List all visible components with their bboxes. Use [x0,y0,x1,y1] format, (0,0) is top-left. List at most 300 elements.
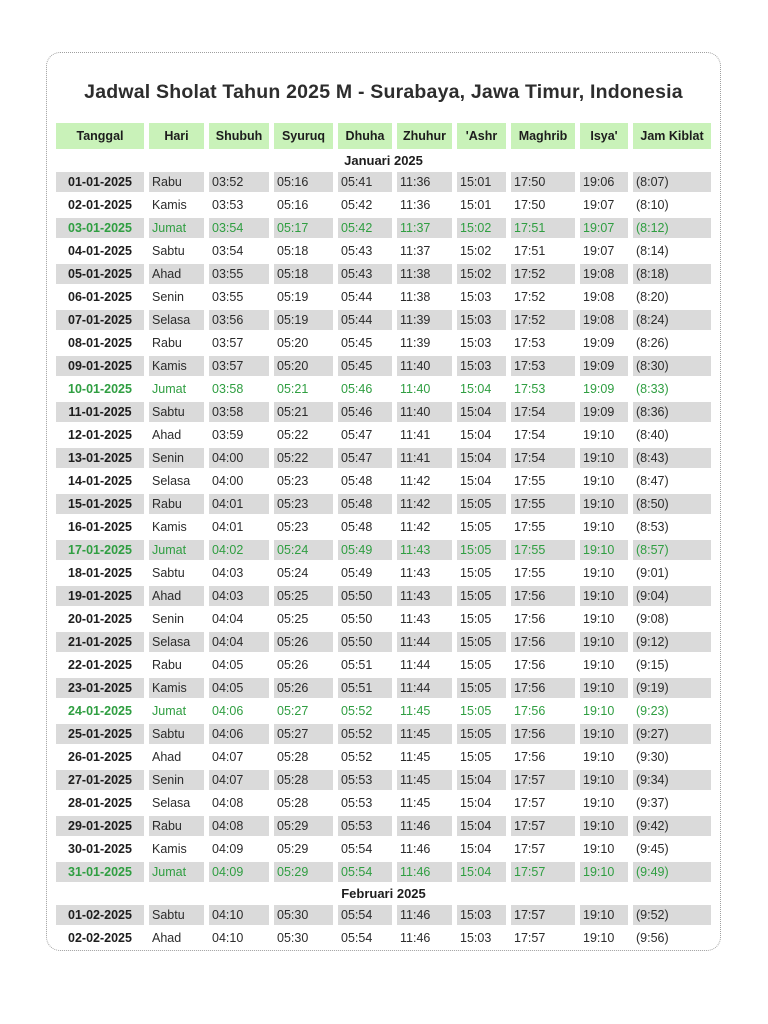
time-cell: 15:05 [457,632,506,652]
time-cell: 19:10 [580,540,628,560]
time-cell: 11:43 [397,586,452,606]
day-cell: Selasa [149,310,204,330]
month-label: Januari 2025 [56,152,711,169]
table-row [56,609,711,629]
time-cell: 19:08 [583,290,615,304]
time-cell: (8:36) [633,402,711,422]
time-cell: 04:06 [209,724,269,744]
table-row [56,839,711,859]
time-cell: 17:52 [511,264,575,284]
time-cell: 15:05 [460,704,492,718]
time-cell: 05:26 [274,632,333,652]
time-cell: (8:30) [633,356,711,376]
time-cell: (8:10) [636,198,669,212]
time-cell: 05:52 [341,750,373,764]
time-cell: 11:44 [397,678,452,698]
time-cell: 19:10 [583,428,615,442]
time-cell: 11:39 [397,310,452,330]
time-cell: 05:54 [341,931,373,945]
time-cell: 05:28 [277,796,309,810]
time-cell: 15:05 [460,658,492,672]
table-row [56,632,711,652]
day-cell: Rabu [149,816,204,836]
time-cell: 15:04 [457,402,506,422]
time-cell: 05:19 [277,290,309,304]
time-cell: (8:33) [636,382,669,396]
date-cell: 22-01-2025 [68,658,132,672]
date-cell: 01-02-2025 [56,905,144,925]
time-cell: 05:43 [338,264,392,284]
table-row [56,862,711,882]
time-cell: 15:03 [460,931,492,945]
time-cell: (8:50) [633,494,711,514]
time-cell: 05:24 [274,540,333,560]
time-cell: 05:22 [277,428,309,442]
date-cell: 02-01-2025 [68,198,132,212]
time-cell: (9:15) [636,658,669,672]
month-section-header [56,885,711,902]
column-header-syuruq: Syuruq [274,123,333,149]
time-cell: 15:04 [457,448,506,468]
time-cell: 04:04 [209,632,269,652]
table-row [56,905,711,925]
time-cell: 03:56 [209,310,269,330]
time-cell: 05:29 [274,862,333,882]
time-cell: 19:10 [580,678,628,698]
time-cell: (9:52) [633,905,711,925]
time-cell: 11:36 [397,172,452,192]
time-cell: 11:44 [400,658,431,672]
time-cell: 11:45 [400,796,431,810]
time-cell: 05:48 [341,474,373,488]
time-cell: 15:04 [460,474,492,488]
time-cell: (9:23) [636,704,669,718]
time-cell: 19:09 [583,336,615,350]
time-cell: 17:56 [514,750,546,764]
time-cell: 05:16 [277,198,309,212]
day-cell: Selasa [149,632,204,652]
column-header-ashr: 'Ashr [457,123,506,149]
day-cell: Sabtu [149,905,204,925]
time-cell: 11:43 [400,566,431,580]
time-cell: 04:05 [209,678,269,698]
date-cell: 31-01-2025 [56,862,144,882]
time-cell: 05:25 [277,612,309,626]
time-cell: 05:54 [338,905,392,925]
table-row [56,356,711,376]
time-cell: 17:53 [514,382,546,396]
time-cell: 17:55 [514,520,546,534]
date-cell: 17-01-2025 [56,540,144,560]
time-cell: 11:38 [397,264,452,284]
day-cell: Jumat [149,540,204,560]
time-cell: 17:51 [511,218,575,238]
time-cell: (9:56) [636,931,669,945]
time-cell: 17:57 [511,770,575,790]
date-cell: 23-01-2025 [56,678,144,698]
date-cell: 07-01-2025 [56,310,144,330]
day-cell: Sabtu [149,402,204,422]
time-cell: 03:57 [209,356,269,376]
time-cell: 19:10 [583,520,615,534]
table-row [56,287,711,307]
day-cell: Jumat [152,704,187,718]
day-cell: Ahad [149,264,204,284]
table-row [56,172,711,192]
table-row [56,310,711,330]
table-row [56,540,711,560]
time-cell: 15:05 [460,750,492,764]
time-cell: 19:10 [580,905,628,925]
day-cell: Rabu [152,658,182,672]
time-cell: 03:59 [212,428,244,442]
time-cell: (9:49) [633,862,711,882]
time-cell: 11:46 [400,842,431,856]
table-row [56,770,711,790]
time-cell: 17:56 [511,586,575,606]
day-cell: Rabu [152,336,182,350]
time-cell: 17:57 [511,905,575,925]
table-row [56,586,711,606]
time-cell: 05:28 [274,770,333,790]
day-cell: Senin [152,290,184,304]
time-cell: 15:04 [457,816,506,836]
month-section-header [56,152,711,169]
date-cell: 27-01-2025 [56,770,144,790]
time-cell: 03:58 [212,382,244,396]
time-cell: 05:30 [274,905,333,925]
time-cell: 11:40 [400,382,431,396]
time-cell: 19:08 [580,264,628,284]
time-cell: 17:56 [511,678,575,698]
time-cell: 19:10 [580,862,628,882]
day-cell: Kamis [152,520,187,534]
date-cell: 16-01-2025 [68,520,132,534]
date-cell: 25-01-2025 [56,724,144,744]
time-cell: 17:55 [514,566,546,580]
time-cell: 05:25 [274,586,333,606]
time-cell: 05:51 [341,658,373,672]
time-cell: 11:40 [397,356,452,376]
table-row [56,333,711,353]
day-cell: Ahad [152,428,182,442]
day-cell: Rabu [149,494,204,514]
time-cell: 15:01 [460,198,492,212]
time-cell: 05:29 [274,816,333,836]
day-cell: Jumat [152,382,187,396]
time-cell: 19:10 [580,586,628,606]
time-cell: 19:08 [580,310,628,330]
time-cell: 05:45 [341,336,373,350]
time-cell: 05:52 [338,724,392,744]
time-cell: 19:07 [580,218,628,238]
document-page [46,52,721,951]
day-cell: Jumat [149,862,204,882]
date-cell: 20-01-2025 [68,612,132,626]
time-cell: 05:44 [341,290,373,304]
time-cell: 04:10 [209,905,269,925]
table-row [56,747,711,767]
date-cell: 06-01-2025 [68,290,132,304]
time-cell: 17:50 [514,198,546,212]
table-row [56,563,711,583]
time-cell: 04:08 [209,816,269,836]
time-cell: (9:37) [636,796,669,810]
time-cell: 03:58 [209,402,269,422]
prayer-schedule-table [51,120,716,951]
table-row [56,517,711,537]
time-cell: 15:03 [457,310,506,330]
page-title: Jadwal Sholat Tahun 2025 M - Surabaya, Jawa Timur, Indonesia [84,81,683,103]
column-header-tanggal: Tanggal [56,123,144,149]
time-cell: 17:55 [511,494,575,514]
time-cell: 03:55 [209,264,269,284]
time-cell: 03:54 [212,244,244,258]
day-cell: Senin [149,448,204,468]
time-cell: 15:05 [460,566,492,580]
time-cell: 11:46 [397,816,452,836]
time-cell: 11:46 [400,931,431,945]
time-cell: 19:09 [580,356,628,376]
time-cell: 15:04 [460,428,492,442]
day-cell: Selasa [152,474,191,488]
time-cell: 19:10 [583,842,615,856]
time-cell: 17:57 [511,816,575,836]
time-cell: 15:05 [457,586,506,606]
time-cell: (8:18) [633,264,711,284]
date-cell: 04-01-2025 [68,244,132,258]
day-cell: Senin [149,770,204,790]
table-row [56,494,711,514]
time-cell: 05:16 [274,172,333,192]
time-cell: 17:51 [514,244,546,258]
column-header-maghrib: Maghrib [511,123,575,149]
time-cell: 15:05 [457,540,506,560]
time-cell: 17:54 [511,402,575,422]
time-cell: 04:08 [212,796,244,810]
time-cell: 04:07 [212,750,244,764]
date-cell: 28-01-2025 [68,796,132,810]
day-cell: Jumat [149,218,204,238]
time-cell: 19:10 [583,474,615,488]
time-cell: 11:37 [397,218,452,238]
time-cell: 11:46 [397,862,452,882]
date-cell: 13-01-2025 [56,448,144,468]
time-cell: 05:54 [341,842,373,856]
time-cell: (9:04) [633,586,711,606]
time-cell: 05:53 [338,816,392,836]
time-cell: 19:10 [583,658,615,672]
time-cell: 05:49 [341,566,373,580]
time-cell: 15:03 [457,356,506,376]
date-cell: 09-01-2025 [56,356,144,376]
date-cell: 03-01-2025 [56,218,144,238]
time-cell: 11:38 [400,290,431,304]
day-cell: Sabtu [152,566,185,580]
time-cell: 04:09 [209,862,269,882]
day-cell: Sabtu [149,724,204,744]
time-cell: 05:23 [277,474,309,488]
time-cell: 15:02 [457,264,506,284]
time-cell: 05:20 [277,336,309,350]
time-cell: 05:50 [338,586,392,606]
time-cell: 11:45 [397,724,452,744]
time-cell: 19:10 [580,448,628,468]
date-cell: 11-01-2025 [56,402,144,422]
time-cell: (8:24) [633,310,711,330]
time-cell: 11:36 [400,198,431,212]
time-cell: 04:05 [212,658,244,672]
date-cell: 01-01-2025 [56,172,144,192]
time-cell: (8:12) [633,218,711,238]
time-cell: 05:43 [341,244,373,258]
time-cell: 05:49 [338,540,392,560]
time-cell: 11:42 [400,474,431,488]
date-cell: 15-01-2025 [56,494,144,514]
time-cell: 05:50 [341,612,373,626]
time-cell: (8:20) [636,290,669,304]
time-cell: 17:56 [514,704,546,718]
time-cell: (9:19) [633,678,711,698]
date-cell: 29-01-2025 [56,816,144,836]
time-cell: 03:57 [212,336,244,350]
column-header-hari: Hari [149,123,204,149]
date-cell: 19-01-2025 [56,586,144,606]
time-cell: 04:10 [212,931,244,945]
time-cell: 17:57 [514,842,546,856]
time-cell: 05:46 [338,402,392,422]
time-cell: (9:08) [636,612,669,626]
time-cell: 17:56 [511,632,575,652]
time-cell: 11:37 [400,244,431,258]
time-cell: 05:30 [277,931,309,945]
time-cell: 17:54 [511,448,575,468]
column-header-isya: Isya' [580,123,628,149]
time-cell: (9:45) [636,842,669,856]
day-cell: Kamis [149,356,204,376]
time-cell: 05:18 [277,244,309,258]
time-cell: 17:52 [514,290,546,304]
time-cell: 11:45 [400,750,431,764]
time-cell: 05:53 [338,770,392,790]
time-cell: 15:04 [457,770,506,790]
time-cell: 04:06 [212,704,244,718]
day-cell: Kamis [152,842,187,856]
time-cell: 19:10 [583,566,615,580]
time-cell: 04:00 [209,448,269,468]
date-cell: 05-01-2025 [56,264,144,284]
time-cell: 05:21 [274,402,333,422]
time-cell: 05:18 [274,264,333,284]
time-cell: 17:56 [514,612,546,626]
date-cell: 24-01-2025 [68,704,132,718]
time-cell: 04:04 [212,612,244,626]
time-cell: 15:01 [457,172,506,192]
time-cell: 17:56 [511,724,575,744]
month-label: Februari 2025 [56,885,711,902]
column-header-dhuha: Dhuha [338,123,392,149]
time-cell: 04:01 [212,520,244,534]
time-cell: 15:05 [460,612,492,626]
time-cell: 11:43 [397,540,452,560]
time-cell: 19:10 [583,612,615,626]
time-cell: 11:40 [397,402,452,422]
time-cell: 19:10 [580,494,628,514]
time-cell: 19:07 [583,244,615,258]
table-row [56,402,711,422]
day-cell: Ahad [149,586,204,606]
day-cell: Rabu [149,172,204,192]
time-cell: 15:05 [460,520,492,534]
time-cell: 15:04 [460,796,492,810]
time-cell: (9:01) [636,566,669,580]
day-cell: Ahad [152,750,182,764]
time-cell: 15:04 [460,382,492,396]
time-cell: 11:39 [400,336,431,350]
date-cell: 18-01-2025 [68,566,132,580]
time-cell: 05:42 [338,218,392,238]
table-row [56,195,711,215]
time-cell: 19:10 [583,931,615,945]
time-cell: 17:54 [514,428,546,442]
time-cell: 05:41 [338,172,392,192]
time-cell: 17:55 [514,474,546,488]
time-cell: 03:54 [209,218,269,238]
time-cell: (9:34) [633,770,711,790]
time-cell: 04:09 [212,842,244,856]
date-cell: 10-01-2025 [68,382,132,396]
time-cell: 05:47 [338,448,392,468]
time-cell: 05:22 [274,448,333,468]
time-cell: 05:20 [274,356,333,376]
date-cell: 21-01-2025 [56,632,144,652]
time-cell: 05:54 [338,862,392,882]
table-row [56,448,711,468]
time-cell: 15:02 [457,218,506,238]
time-cell: 05:48 [338,494,392,514]
time-cell: 05:21 [277,382,309,396]
time-cell: 04:03 [212,566,244,580]
time-cell: 17:57 [514,931,546,945]
time-cell: 17:56 [514,658,546,672]
table-row [56,218,711,238]
time-cell: (8:07) [633,172,711,192]
time-cell: 05:27 [274,724,333,744]
time-cell: 15:04 [460,842,492,856]
time-cell: 19:07 [583,198,615,212]
time-cell: 05:28 [277,750,309,764]
time-cell: (9:30) [636,750,669,764]
time-cell: 19:10 [580,724,628,744]
time-cell: 19:06 [580,172,628,192]
time-cell: 19:10 [580,632,628,652]
day-cell: Sabtu [152,244,185,258]
time-cell: 11:45 [400,704,431,718]
time-cell: 05:19 [274,310,333,330]
table-row [56,701,711,721]
time-cell: 05:42 [341,198,373,212]
time-cell: 15:05 [457,494,506,514]
time-cell: 17:55 [511,540,575,560]
time-cell: 11:41 [400,428,431,442]
time-cell: 05:26 [277,658,309,672]
time-cell: 11:44 [397,632,452,652]
table-header-row [56,123,711,149]
time-cell: (8:43) [633,448,711,468]
time-cell: (9:42) [633,816,711,836]
table-row [56,379,711,399]
time-cell: 05:51 [338,678,392,698]
